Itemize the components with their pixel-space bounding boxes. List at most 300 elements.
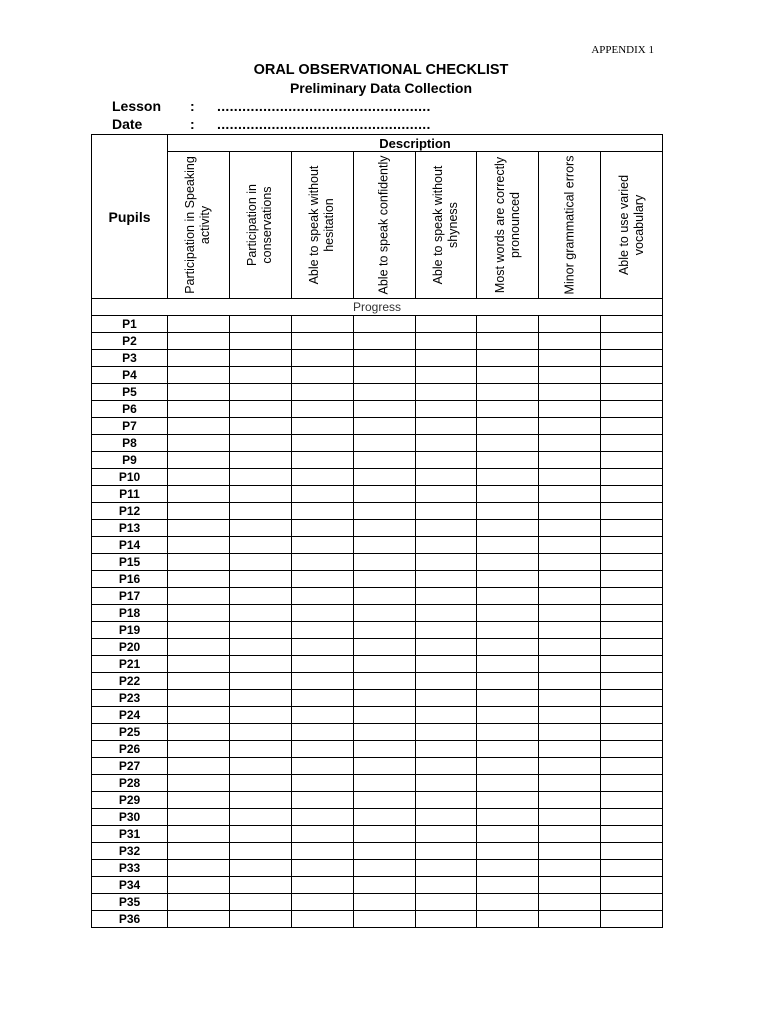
- observation-cell[interactable]: [539, 690, 601, 707]
- observation-cell[interactable]: [601, 469, 663, 486]
- observation-cell[interactable]: [477, 724, 539, 741]
- observation-cell[interactable]: [601, 622, 663, 639]
- observation-cell[interactable]: [601, 537, 663, 554]
- observation-cell[interactable]: [415, 333, 477, 350]
- observation-cell[interactable]: [539, 350, 601, 367]
- observation-cell[interactable]: [229, 418, 291, 435]
- observation-cell[interactable]: [415, 894, 477, 911]
- observation-cell[interactable]: [229, 384, 291, 401]
- observation-cell[interactable]: [229, 367, 291, 384]
- observation-cell[interactable]: [477, 758, 539, 775]
- observation-cell[interactable]: [229, 350, 291, 367]
- observation-cell[interactable]: [168, 588, 230, 605]
- observation-cell[interactable]: [477, 486, 539, 503]
- observation-cell[interactable]: [539, 520, 601, 537]
- observation-cell[interactable]: [353, 809, 415, 826]
- observation-cell[interactable]: [601, 792, 663, 809]
- observation-cell[interactable]: [353, 758, 415, 775]
- observation-cell[interactable]: [601, 401, 663, 418]
- observation-cell[interactable]: [601, 367, 663, 384]
- observation-cell[interactable]: [353, 741, 415, 758]
- observation-cell[interactable]: [229, 690, 291, 707]
- observation-cell[interactable]: [291, 809, 353, 826]
- observation-cell[interactable]: [353, 520, 415, 537]
- observation-cell[interactable]: [415, 775, 477, 792]
- observation-cell[interactable]: [291, 503, 353, 520]
- observation-cell[interactable]: [539, 367, 601, 384]
- observation-cell[interactable]: [415, 520, 477, 537]
- observation-cell[interactable]: [353, 605, 415, 622]
- observation-cell[interactable]: [601, 860, 663, 877]
- observation-cell[interactable]: [353, 418, 415, 435]
- observation-cell[interactable]: [601, 843, 663, 860]
- observation-cell[interactable]: [353, 656, 415, 673]
- observation-cell[interactable]: [415, 571, 477, 588]
- observation-cell[interactable]: [415, 792, 477, 809]
- observation-cell[interactable]: [601, 639, 663, 656]
- observation-cell[interactable]: [539, 452, 601, 469]
- observation-cell[interactable]: [229, 622, 291, 639]
- observation-cell[interactable]: [477, 401, 539, 418]
- observation-cell[interactable]: [229, 571, 291, 588]
- observation-cell[interactable]: [601, 435, 663, 452]
- observation-cell[interactable]: [168, 571, 230, 588]
- observation-cell[interactable]: [539, 741, 601, 758]
- observation-cell[interactable]: [477, 503, 539, 520]
- observation-cell[interactable]: [415, 588, 477, 605]
- observation-cell[interactable]: [477, 418, 539, 435]
- observation-cell[interactable]: [229, 656, 291, 673]
- observation-cell[interactable]: [353, 333, 415, 350]
- lesson-field[interactable]: ...................................................: [217, 98, 431, 114]
- observation-cell[interactable]: [353, 554, 415, 571]
- observation-cell[interactable]: [229, 758, 291, 775]
- observation-cell[interactable]: [477, 860, 539, 877]
- observation-cell[interactable]: [168, 775, 230, 792]
- observation-cell[interactable]: [601, 588, 663, 605]
- observation-cell[interactable]: [601, 571, 663, 588]
- observation-cell[interactable]: [601, 690, 663, 707]
- observation-cell[interactable]: [353, 452, 415, 469]
- lesson-colon: :: [190, 98, 195, 114]
- observation-cell[interactable]: [291, 367, 353, 384]
- observation-cell[interactable]: [415, 690, 477, 707]
- observation-cell[interactable]: [353, 690, 415, 707]
- observation-cell[interactable]: [539, 894, 601, 911]
- observation-cell[interactable]: [353, 877, 415, 894]
- observation-cell[interactable]: [539, 911, 601, 928]
- observation-cell[interactable]: [539, 316, 601, 333]
- observation-cell[interactable]: [168, 673, 230, 690]
- observation-cell[interactable]: [415, 707, 477, 724]
- observation-cell[interactable]: [477, 673, 539, 690]
- observation-cell[interactable]: [539, 554, 601, 571]
- observation-cell[interactable]: [477, 333, 539, 350]
- observation-cell[interactable]: [168, 911, 230, 928]
- observation-cell[interactable]: [291, 452, 353, 469]
- observation-cell[interactable]: [291, 571, 353, 588]
- observation-cell[interactable]: [539, 605, 601, 622]
- observation-cell[interactable]: [539, 486, 601, 503]
- observation-cell[interactable]: [353, 588, 415, 605]
- observation-cell[interactable]: [539, 418, 601, 435]
- observation-cell[interactable]: [415, 639, 477, 656]
- observation-cell[interactable]: [601, 911, 663, 928]
- observation-cell[interactable]: [353, 316, 415, 333]
- observation-cell[interactable]: [415, 826, 477, 843]
- observation-cell[interactable]: [291, 843, 353, 860]
- observation-cell[interactable]: [477, 588, 539, 605]
- observation-cell[interactable]: [601, 418, 663, 435]
- observation-cell[interactable]: [353, 367, 415, 384]
- pupil-row: [92, 673, 663, 690]
- observation-cell[interactable]: [291, 418, 353, 435]
- observation-cell[interactable]: [539, 775, 601, 792]
- observation-cell[interactable]: [601, 809, 663, 826]
- observation-cell[interactable]: [477, 911, 539, 928]
- observation-cell[interactable]: [353, 537, 415, 554]
- observation-cell[interactable]: [168, 469, 230, 486]
- criterion-header: [539, 152, 601, 299]
- observation-cell[interactable]: [353, 707, 415, 724]
- observation-cell[interactable]: [168, 333, 230, 350]
- observation-cell[interactable]: [291, 860, 353, 877]
- observation-cell[interactable]: [229, 486, 291, 503]
- observation-cell[interactable]: [168, 894, 230, 911]
- observation-cell[interactable]: [477, 452, 539, 469]
- observation-cell[interactable]: [291, 877, 353, 894]
- observation-cell[interactable]: [601, 775, 663, 792]
- observation-cell[interactable]: [353, 503, 415, 520]
- observation-cell[interactable]: [601, 384, 663, 401]
- observation-cell[interactable]: [539, 792, 601, 809]
- observation-cell[interactable]: [477, 554, 539, 571]
- observation-cell[interactable]: [415, 554, 477, 571]
- observation-cell[interactable]: [229, 826, 291, 843]
- observation-cell[interactable]: [601, 894, 663, 911]
- observation-cell[interactable]: [229, 707, 291, 724]
- observation-cell[interactable]: [229, 520, 291, 537]
- observation-cell[interactable]: [229, 316, 291, 333]
- observation-cell[interactable]: [168, 860, 230, 877]
- observation-cell[interactable]: [353, 860, 415, 877]
- observation-cell[interactable]: [415, 384, 477, 401]
- observation-cell[interactable]: [477, 826, 539, 843]
- observation-cell[interactable]: [291, 639, 353, 656]
- observation-cell[interactable]: [539, 622, 601, 639]
- observation-cell[interactable]: [539, 877, 601, 894]
- observation-cell[interactable]: [168, 452, 230, 469]
- observation-cell[interactable]: [353, 350, 415, 367]
- observation-cell[interactable]: [229, 911, 291, 928]
- observation-cell[interactable]: [353, 894, 415, 911]
- observation-cell[interactable]: [539, 843, 601, 860]
- observation-cell[interactable]: [353, 673, 415, 690]
- observation-cell[interactable]: [353, 622, 415, 639]
- observation-cell[interactable]: [415, 622, 477, 639]
- observation-cell[interactable]: [229, 894, 291, 911]
- observation-cell[interactable]: [291, 401, 353, 418]
- observation-cell[interactable]: [539, 707, 601, 724]
- observation-cell[interactable]: [291, 758, 353, 775]
- observation-cell[interactable]: [601, 707, 663, 724]
- observation-cell[interactable]: [477, 809, 539, 826]
- observation-cell[interactable]: [168, 690, 230, 707]
- observation-cell[interactable]: [539, 673, 601, 690]
- observation-cell[interactable]: [353, 435, 415, 452]
- observation-cell[interactable]: [539, 401, 601, 418]
- observation-cell[interactable]: [168, 843, 230, 860]
- observation-cell[interactable]: [539, 826, 601, 843]
- observation-cell[interactable]: [291, 469, 353, 486]
- observation-cell[interactable]: [353, 792, 415, 809]
- observation-cell[interactable]: [291, 673, 353, 690]
- observation-cell[interactable]: [539, 724, 601, 741]
- observation-cell[interactable]: [477, 520, 539, 537]
- observation-cell[interactable]: [168, 401, 230, 418]
- observation-cell[interactable]: [229, 605, 291, 622]
- observation-cell[interactable]: [601, 486, 663, 503]
- observation-cell[interactable]: [291, 724, 353, 741]
- observation-cell[interactable]: [601, 877, 663, 894]
- observation-cell[interactable]: [601, 656, 663, 673]
- observation-cell[interactable]: [229, 809, 291, 826]
- observation-cell[interactable]: [168, 384, 230, 401]
- observation-cell[interactable]: [229, 537, 291, 554]
- observation-cell[interactable]: [353, 826, 415, 843]
- observation-cell[interactable]: [539, 758, 601, 775]
- observation-cell[interactable]: [168, 418, 230, 435]
- observation-cell[interactable]: [229, 877, 291, 894]
- observation-cell[interactable]: [415, 843, 477, 860]
- observation-cell[interactable]: [415, 486, 477, 503]
- observation-cell[interactable]: [477, 843, 539, 860]
- observation-cell[interactable]: [415, 724, 477, 741]
- observation-cell[interactable]: [601, 350, 663, 367]
- observation-cell[interactable]: [477, 316, 539, 333]
- observation-cell[interactable]: [601, 826, 663, 843]
- observation-cell[interactable]: [168, 605, 230, 622]
- observation-cell[interactable]: [168, 537, 230, 554]
- observation-cell[interactable]: [291, 605, 353, 622]
- observation-cell[interactable]: [291, 588, 353, 605]
- observation-cell[interactable]: [229, 639, 291, 656]
- observation-cell[interactable]: [415, 469, 477, 486]
- observation-cell[interactable]: [539, 860, 601, 877]
- observation-cell[interactable]: [601, 520, 663, 537]
- observation-cell[interactable]: [168, 639, 230, 656]
- pupil-id: P36: [92, 911, 168, 928]
- observation-cell[interactable]: [291, 911, 353, 928]
- observation-cell[interactable]: [291, 775, 353, 792]
- observation-cell[interactable]: [539, 809, 601, 826]
- observation-cell[interactable]: [477, 435, 539, 452]
- observation-cell[interactable]: [539, 571, 601, 588]
- observation-cell[interactable]: [415, 316, 477, 333]
- observation-cell[interactable]: [229, 792, 291, 809]
- observation-cell[interactable]: [415, 452, 477, 469]
- observation-cell[interactable]: [353, 911, 415, 928]
- observation-cell[interactable]: [477, 571, 539, 588]
- observation-cell[interactable]: [477, 350, 539, 367]
- observation-cell[interactable]: [601, 758, 663, 775]
- observation-cell[interactable]: [539, 639, 601, 656]
- observation-cell[interactable]: [168, 520, 230, 537]
- observation-cell[interactable]: [477, 741, 539, 758]
- observation-cell[interactable]: [291, 384, 353, 401]
- observation-cell[interactable]: [168, 741, 230, 758]
- observation-cell[interactable]: [353, 384, 415, 401]
- observation-cell[interactable]: [415, 418, 477, 435]
- observation-cell[interactable]: [291, 826, 353, 843]
- observation-cell[interactable]: [415, 656, 477, 673]
- observation-cell[interactable]: [291, 333, 353, 350]
- observation-cell[interactable]: [415, 537, 477, 554]
- observation-cell[interactable]: [601, 333, 663, 350]
- observation-cell[interactable]: [353, 571, 415, 588]
- observation-cell[interactable]: [601, 741, 663, 758]
- observation-cell[interactable]: [291, 792, 353, 809]
- observation-cell[interactable]: [229, 333, 291, 350]
- observation-cell[interactable]: [168, 758, 230, 775]
- observation-cell[interactable]: [168, 826, 230, 843]
- observation-cell[interactable]: [291, 435, 353, 452]
- observation-cell[interactable]: [353, 639, 415, 656]
- observation-cell[interactable]: [168, 622, 230, 639]
- observation-cell[interactable]: [477, 707, 539, 724]
- pupil-id: P4: [92, 367, 168, 384]
- observation-cell[interactable]: [291, 316, 353, 333]
- observation-cell[interactable]: [229, 860, 291, 877]
- observation-cell[interactable]: [539, 588, 601, 605]
- observation-cell[interactable]: [291, 554, 353, 571]
- observation-cell[interactable]: [415, 758, 477, 775]
- observation-cell[interactable]: [291, 537, 353, 554]
- observation-cell[interactable]: [353, 775, 415, 792]
- observation-cell[interactable]: [601, 724, 663, 741]
- observation-cell[interactable]: [539, 384, 601, 401]
- observation-cell[interactable]: [229, 724, 291, 741]
- observation-cell[interactable]: [477, 384, 539, 401]
- observation-cell[interactable]: [415, 911, 477, 928]
- observation-cell[interactable]: [477, 605, 539, 622]
- observation-cell[interactable]: [168, 486, 230, 503]
- observation-cell[interactable]: [291, 486, 353, 503]
- observation-cell[interactable]: [291, 690, 353, 707]
- observation-cell[interactable]: [168, 435, 230, 452]
- observation-cell[interactable]: [601, 605, 663, 622]
- observation-cell[interactable]: [415, 401, 477, 418]
- observation-cell[interactable]: [229, 741, 291, 758]
- observation-cell[interactable]: [229, 673, 291, 690]
- observation-cell[interactable]: [168, 877, 230, 894]
- observation-cell[interactable]: [477, 894, 539, 911]
- observation-cell[interactable]: [353, 724, 415, 741]
- observation-cell[interactable]: [539, 333, 601, 350]
- observation-cell[interactable]: [477, 469, 539, 486]
- observation-cell[interactable]: [168, 809, 230, 826]
- observation-cell[interactable]: [415, 741, 477, 758]
- observation-cell[interactable]: [601, 316, 663, 333]
- observation-cell[interactable]: [477, 537, 539, 554]
- observation-cell[interactable]: [229, 469, 291, 486]
- observation-cell[interactable]: [229, 452, 291, 469]
- observation-cell[interactable]: [229, 775, 291, 792]
- observation-cell[interactable]: [415, 367, 477, 384]
- observation-cell[interactable]: [415, 350, 477, 367]
- observation-cell[interactable]: [291, 622, 353, 639]
- observation-cell[interactable]: [477, 690, 539, 707]
- page-subtitle: Preliminary Data Collection: [289, 80, 473, 96]
- observation-cell[interactable]: [291, 656, 353, 673]
- observation-cell[interactable]: [168, 554, 230, 571]
- observation-cell[interactable]: [477, 877, 539, 894]
- observation-cell[interactable]: [415, 605, 477, 622]
- observation-cell[interactable]: [601, 503, 663, 520]
- criterion-label: Most words are correctly pronounced: [492, 156, 522, 294]
- observation-cell[interactable]: [539, 503, 601, 520]
- observation-cell[interactable]: [229, 588, 291, 605]
- pupil-id: P28: [92, 775, 168, 792]
- observation-cell[interactable]: [168, 316, 230, 333]
- observation-cell[interactable]: [291, 350, 353, 367]
- observation-cell[interactable]: [415, 877, 477, 894]
- observation-cell[interactable]: [353, 401, 415, 418]
- observation-cell[interactable]: [229, 554, 291, 571]
- observation-cell[interactable]: [353, 486, 415, 503]
- observation-cell[interactable]: [415, 860, 477, 877]
- observation-cell[interactable]: [229, 435, 291, 452]
- date-field[interactable]: ...................................................: [217, 116, 431, 132]
- observation-cell[interactable]: [477, 367, 539, 384]
- observation-cell[interactable]: [601, 452, 663, 469]
- observation-cell[interactable]: [477, 792, 539, 809]
- observation-cell[interactable]: [291, 520, 353, 537]
- observation-cell[interactable]: [601, 554, 663, 571]
- observation-cell[interactable]: [477, 639, 539, 656]
- observation-cell[interactable]: [539, 537, 601, 554]
- observation-cell[interactable]: [415, 435, 477, 452]
- observation-cell[interactable]: [353, 843, 415, 860]
- observation-cell[interactable]: [353, 469, 415, 486]
- observation-cell[interactable]: [168, 792, 230, 809]
- observation-cell[interactable]: [477, 775, 539, 792]
- observation-cell[interactable]: [539, 435, 601, 452]
- observation-cell[interactable]: [168, 656, 230, 673]
- observation-cell[interactable]: [168, 367, 230, 384]
- observation-cell[interactable]: [168, 503, 230, 520]
- observation-cell[interactable]: [168, 707, 230, 724]
- pupil-row: [92, 707, 663, 724]
- observation-cell[interactable]: [229, 401, 291, 418]
- observation-cell[interactable]: [229, 503, 291, 520]
- observation-cell[interactable]: [168, 724, 230, 741]
- observation-cell[interactable]: [291, 741, 353, 758]
- observation-cell[interactable]: [477, 622, 539, 639]
- observation-cell[interactable]: [415, 673, 477, 690]
- observation-cell[interactable]: [415, 503, 477, 520]
- observation-cell[interactable]: [168, 350, 230, 367]
- observation-cell[interactable]: [539, 469, 601, 486]
- observation-cell[interactable]: [229, 843, 291, 860]
- observation-cell[interactable]: [539, 656, 601, 673]
- observation-cell[interactable]: [477, 656, 539, 673]
- pupil-row: [92, 860, 663, 877]
- observation-cell[interactable]: [291, 707, 353, 724]
- observation-cell[interactable]: [601, 673, 663, 690]
- observation-cell[interactable]: [291, 894, 353, 911]
- observation-cell[interactable]: [415, 809, 477, 826]
